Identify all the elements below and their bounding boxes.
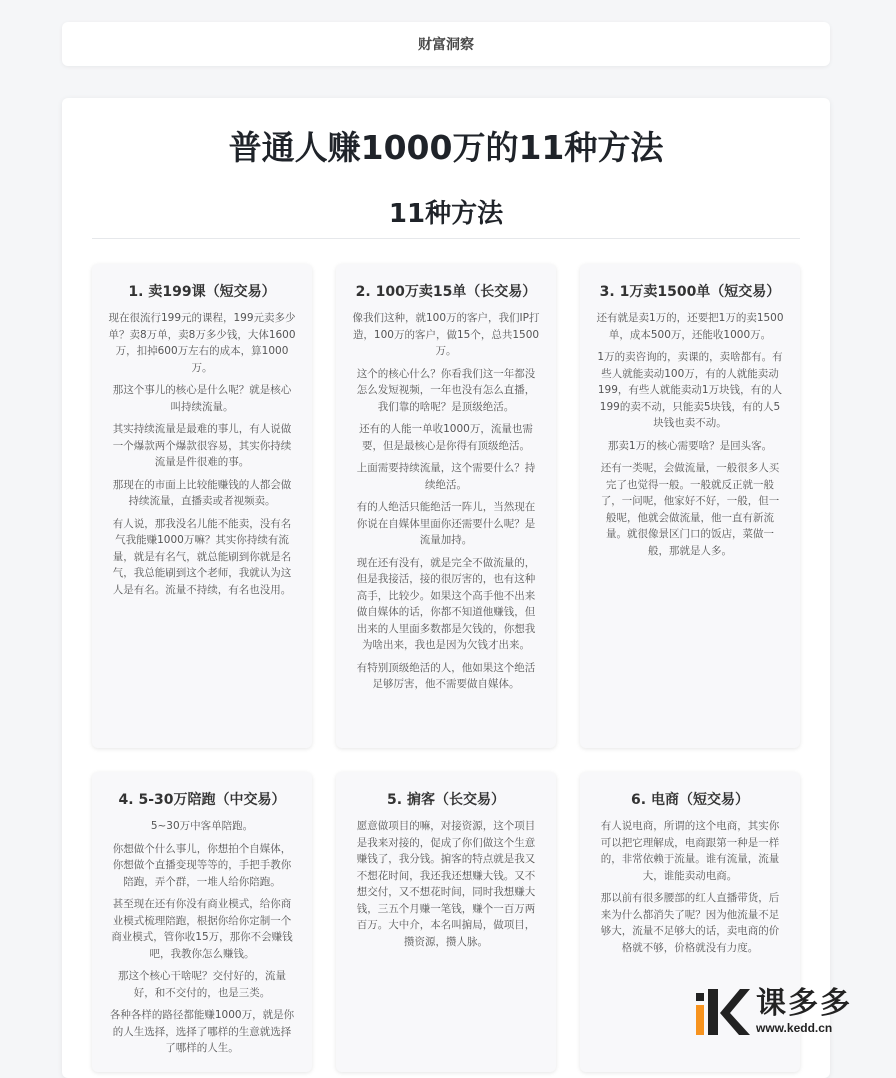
card-paragraph: 有人说电商，所谓的这个电商，其实你可以把它理解成，电商跟第一种是一样的，非常依赖于流量。谁有流量，流量大，谁能卖动电商。 [600, 820, 780, 882]
card-paragraph: 这个的核心什么？你看我们这一年都没怎么发短视频，一年也没有怎么直播，我们靠的啥呢？是顶级绝活。 [356, 367, 536, 413]
divider [92, 238, 800, 239]
method-grid [92, 264, 800, 1072]
card-paragraph: 有人说，那我没名儿能不能卖，没有名气我能赚1000万嘛？其实你持续有流量，就是有名气，就总能刷到你就是名气，我总能刷到这个老师，我就认为这人是有名。流量不持续，有名也没用。 [112, 517, 292, 596]
card-paragraph: 还有的人能一单收1000万，流量也需要，但是最核心是你得有顶级绝活。 [359, 423, 533, 452]
card-paragraph: 愿意做项目的嘛，对接资源，这个项目是我来对接的，促成了你们做这个生意赚钱了，我分钱。掮客的特点就是我又不想花时间，我还我还想赚大钱。又不想交付，又不想花时间，同时我想赚大钱，三五个月赚一笔钱，赚个一百万两百万。大中介，本名叫掮局，做项目，攒资源，攒人脉。 [356, 820, 536, 948]
watermark-url: www.kedd.cn [756, 1021, 833, 1035]
article-container [62, 98, 830, 1078]
card-paragraph: 还有就是卖1万的，还要把1万的卖1500单，成本500万，还能收1000万。 [596, 312, 784, 341]
method-card [336, 772, 556, 1072]
card-paragraph: 甚至现在还有你没有商业模式，给你商业模式梳理陪跑，根据你给你定制一个商业模式，管你收15万，那你不会赚钱吧，我教你怎么赚钱。 [111, 898, 293, 960]
card-body [352, 818, 540, 950]
card-title: 6. 电商（短交易） [631, 792, 749, 808]
card-title: 5. 掮客（长交易） [387, 792, 505, 808]
method-card [92, 264, 312, 748]
card-paragraph: 现在还有没有，就是完全不做流量的，但是我接活，接的很厉害的，也有这种高手，比较少。如果这个高手他不出来做自媒体的话，你都不知道他赚钱，但出来的人里面多数都是欠钱的，你想我为啥出来，我也是因为欠钱才出来。 [356, 556, 536, 651]
method-card [92, 772, 312, 1072]
card-paragraph: 那以前有很多腰部的红人直播带货，后来为什么都消失了呢？因为他流量不足够大，流量不足够大的话，卖电商的价格就不够，价格就没有力度。 [600, 892, 780, 954]
card-paragraph: 那这个核心干啥呢？交付好的，流量好，和不交付的，也是三类。 [118, 970, 286, 999]
card-body [108, 818, 296, 1057]
card-body [352, 310, 540, 693]
card-title: 2. 100万卖15单（长交易） [355, 284, 537, 300]
watermark-text [756, 987, 852, 1035]
card-paragraph: 其实持续流量是最难的事儿，有人说做一个爆款两个爆款很容易，其实你持续流量是件很难的事。 [112, 423, 292, 468]
card-paragraph: 1万的卖咨询的，卖课的，卖啥都有。有些人就能卖动100万，有的人就能卖动199，有些人就能卖动1万块钱，有的人199的卖不动，只能卖5块钱，有的人5块钱也卖不动。 [597, 351, 783, 429]
site-name[interactable]: 财富洞察 [418, 37, 474, 53]
watermark [694, 982, 892, 1040]
card-paragraph: 那现在的市面上比较能赚钱的人都会做持续流量，直播卖或者视频卖。 [112, 478, 292, 507]
card-paragraph: 各种各样的路径都能赚1000万，就是你的人生选择，选择了哪样的生意就选择了哪样的人生。 [109, 1009, 295, 1054]
card-paragraph: 那卖1万的核心需要啥？是回头客。 [607, 439, 773, 452]
card-paragraph: 上面需要持续流量，这个需要什么？持续绝活。 [356, 462, 536, 491]
top-bar [62, 22, 830, 66]
card-body [596, 310, 784, 559]
card-paragraph: 现在很流行199元的课程，199元卖多少单？卖8万单，卖8万多少钱，大体1600万，扣掉600万左右的成本，算1000万。 [108, 312, 296, 374]
card-paragraph: 还有一类呢，会做流量，一般很多人买完了也觉得一般。一般就反正就一般了，一问呢，他家好不好，一般，但一般呢，他就会做流量，他一直有新流量。就很像景区门口的饭店，菜做一般，那就是人多。 [600, 462, 780, 557]
card-title: 4. 5-30万陪跑（中交易） [118, 792, 286, 808]
card-paragraph: 像我们这种，就100万的客户，我们IP打造，100万的客户，做15个，总共1500万。 [352, 312, 540, 357]
brand-logo-icon [694, 983, 750, 1039]
page-title: 普通人赚1000万的11种方法 [228, 128, 664, 167]
card-paragraph: 那这个事儿的核心是什么呢？就是核心叫持续流量。 [112, 384, 292, 413]
watermark-brand: 课多多 [756, 986, 852, 1021]
card-paragraph: 5~30万中客单陪跑。 [150, 820, 254, 832]
method-card [580, 264, 800, 748]
section-heading: 11种方法 [388, 199, 504, 229]
card-body [108, 310, 296, 598]
card-paragraph: 有特别顶级绝活的人，他如果这个绝活足够厉害，他不需要做自媒体。 [356, 661, 536, 690]
card-paragraph: 你想做个什么事儿，你想拍个自媒体，你想做个直播变现等等的，手把手教你陪跑，弄个群，一堆人给你陪跑。 [112, 842, 292, 888]
card-body [596, 818, 784, 956]
card-title: 3. 1万卖1500单（短交易） [599, 284, 781, 300]
method-card [336, 264, 556, 748]
card-paragraph: 有的人绝活只能绝活一阵儿，当然现在你说在自媒体里面你还需要什么呢？是流量加持。 [356, 501, 536, 546]
card-title: 1. 卖199课（短交易） [128, 284, 276, 300]
